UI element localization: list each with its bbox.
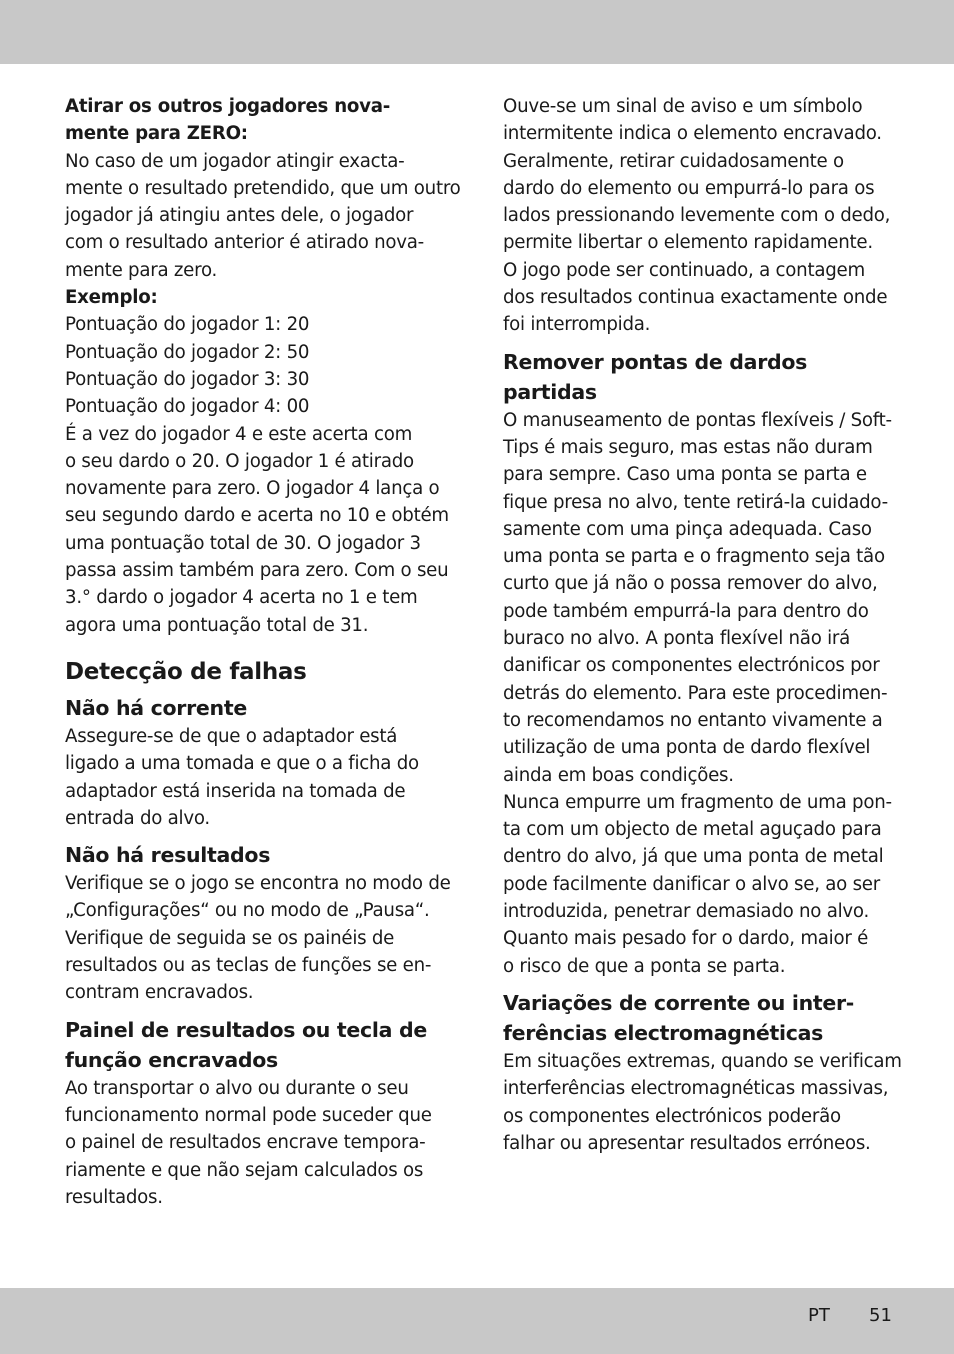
- text-line: utilização de uma ponta de dardo flexível: [503, 737, 871, 759]
- text-line: foi interrompida.: [503, 314, 651, 336]
- text-line: pode também empurrá-la para dentro do: [503, 600, 869, 622]
- text-line: Verifique se o jogo se encontra no modo de: [65, 873, 451, 895]
- text-line: ta com um objecto de metal aguçado para: [503, 819, 882, 841]
- text-line: Verifique de seguida se os painéis de: [65, 927, 395, 949]
- text-line: interferências electromagnéticas massivas,: [503, 1078, 889, 1100]
- text-line: para sempre. Caso uma ponta se parta e: [503, 464, 867, 486]
- text-line: introduzida, penetrar demasiado no alvo.: [503, 901, 870, 923]
- text-line: funcionamento normal pode suceder que: [65, 1104, 432, 1126]
- text-line: Geralmente, retirar cuidadosamente o: [503, 150, 844, 172]
- subsection-title-interference: Variações de corrente ou inter- ferências electromagnéticas: [503, 990, 854, 1045]
- text-line: Atirar os outros jogadores nova-: [65, 96, 391, 117]
- text-line: passa assim também para zero. Com o seu: [65, 560, 449, 582]
- text-line: mente o resultado pretendido, que um outro: [65, 177, 461, 199]
- text-line: Em situações extremas, quando se verificam: [503, 1050, 902, 1072]
- text-line: os componentes electrónicos poderão: [503, 1105, 841, 1127]
- text-line: resultados ou as teclas de funções se en-: [65, 955, 432, 977]
- text-line: o painel de resultados encrave tempora-: [65, 1132, 426, 1154]
- text-line: lados pressionando levemente com o dedo,: [503, 205, 891, 227]
- text-line: Assegure-se de que o adaptador está: [65, 725, 398, 747]
- no-power-paragraph: [65, 723, 457, 832]
- text-line: adaptador está inserida na tomada de: [65, 780, 406, 802]
- text-line: agora uma pontuação total de 31.: [65, 614, 369, 636]
- text-line: No caso de um jogador atingir exacta-: [65, 150, 405, 172]
- text-line: intermitente indica o elemento encravado.: [503, 123, 882, 145]
- text-line: Tips é mais seguro, mas estas não duram: [503, 436, 873, 458]
- text-line: Quanto mais pesado for o dardo, maior é: [503, 928, 869, 950]
- text-line: riamente e que não sejam calculados os: [65, 1159, 424, 1181]
- page-number: 51: [869, 1305, 892, 1326]
- text-line: buraco no alvo. A ponta flexível não irá: [503, 628, 851, 650]
- subsection-title-broken-tips: Remover pontas de dardos partidas: [503, 349, 808, 404]
- text-line: uma pontuação total de 30. O jogador 3: [65, 532, 421, 554]
- text-line: Ouve-se um sinal de aviso e um símbolo: [503, 96, 863, 117]
- text-line: permite libertar o elemento rapidamente.: [503, 232, 873, 254]
- text-line: jogador já atingiu antes dele, o jogador: [65, 205, 414, 227]
- text-line: to recomendamos no entanto vivamente a: [503, 709, 883, 731]
- text-line: samente com uma pinça adequada. Caso: [503, 518, 872, 540]
- example-paragraph: [65, 311, 457, 639]
- text-line: danificar os componentes electrónicos por: [503, 655, 880, 677]
- text-line: dos resultados continua exactamente onde: [503, 287, 888, 309]
- left-column: [65, 93, 461, 1211]
- text-line: com o resultado anterior é atirado nova-: [65, 232, 424, 254]
- text-line: curto que já não o possa remover do alvo,: [503, 573, 878, 595]
- text-line: Pontuação do jogador 2: 50: [65, 341, 310, 363]
- intro-paragraph: [65, 148, 461, 284]
- footer-language: PT: [808, 1305, 830, 1326]
- text-line: fique presa no alvo, tente retirá-la cuidado-: [503, 491, 888, 513]
- text-line: falhar ou apresentar resultados erróneos.: [503, 1132, 871, 1154]
- stuck-paragraph: [65, 1075, 457, 1211]
- text-line: 3.° dardo o jogador 4 acerta no 1 e tem: [65, 587, 418, 609]
- interference-paragraph: [503, 1048, 902, 1157]
- no-results-paragraph: [65, 870, 457, 1006]
- text-line: contram encravados.: [65, 982, 254, 1004]
- text-line: É a vez do jogador 4 e este acerta com: [65, 423, 413, 445]
- text-line: Pontuação do jogador 3: 30: [65, 368, 310, 390]
- section-title: Detecção de falhas: [65, 658, 307, 685]
- text-line: detrás do elemento. Para este procedimen-: [503, 682, 888, 704]
- example-label: Exemplo:: [65, 287, 158, 309]
- text-line: resultados.: [65, 1186, 163, 1208]
- text-line: O manuseamento de pontas flexíveis / Soft-: [503, 409, 892, 431]
- subsection-title-stuck: Painel de resultados ou tecla de função encravados: [65, 1017, 427, 1072]
- text-line: O jogo pode ser continuado, a contagem: [503, 259, 865, 281]
- text-line: mente para zero.: [65, 259, 218, 281]
- text-line: o risco de que a ponta se parta.: [503, 955, 786, 977]
- text-line: „Configurações“ ou no modo de „Pausa“.: [65, 900, 430, 922]
- text-line: seu segundo dardo e acerta no 10 e obtém: [65, 505, 449, 527]
- text-line: Pontuação do jogador 1: 20: [65, 314, 310, 336]
- text-line: ligado a uma tomada e que o a ficha do: [65, 753, 419, 775]
- broken-tips-paragraph: [503, 407, 897, 980]
- text-line: o seu dardo o 20. O jogador 1 é atirado: [65, 450, 414, 472]
- subsection-title-no-results: Não há resultados: [65, 843, 271, 868]
- text-line: Nunca empurre um fragmento de uma pon-: [503, 791, 892, 813]
- subsection-title-no-power: Não há corrente: [65, 695, 247, 720]
- text-line: uma ponta se parta e o fragmento seja tão: [503, 546, 885, 568]
- text-line: dardo do elemento ou empurrá-lo para os: [503, 177, 875, 199]
- intro-heading: [65, 93, 457, 148]
- text-line: Pontuação do jogador 4: 00: [65, 396, 310, 418]
- header-bar: [0, 0, 954, 64]
- text-line: dentro do alvo, já que uma ponta de metal: [503, 846, 884, 868]
- text-line: pode facilmente danificar o alvo se, ao ser: [503, 873, 880, 895]
- text-line: mente para ZERO:: [65, 123, 248, 145]
- stuck-continued-paragraph: [503, 93, 897, 339]
- right-column: [503, 93, 902, 1157]
- text-line: novamente para zero. O jogador 4 lança o: [65, 478, 440, 500]
- text-line: Ao transportar o alvo ou durante o seu: [65, 1077, 409, 1099]
- text-line: ainda em boas condições.: [503, 764, 734, 786]
- text-line: entrada do alvo.: [65, 807, 210, 829]
